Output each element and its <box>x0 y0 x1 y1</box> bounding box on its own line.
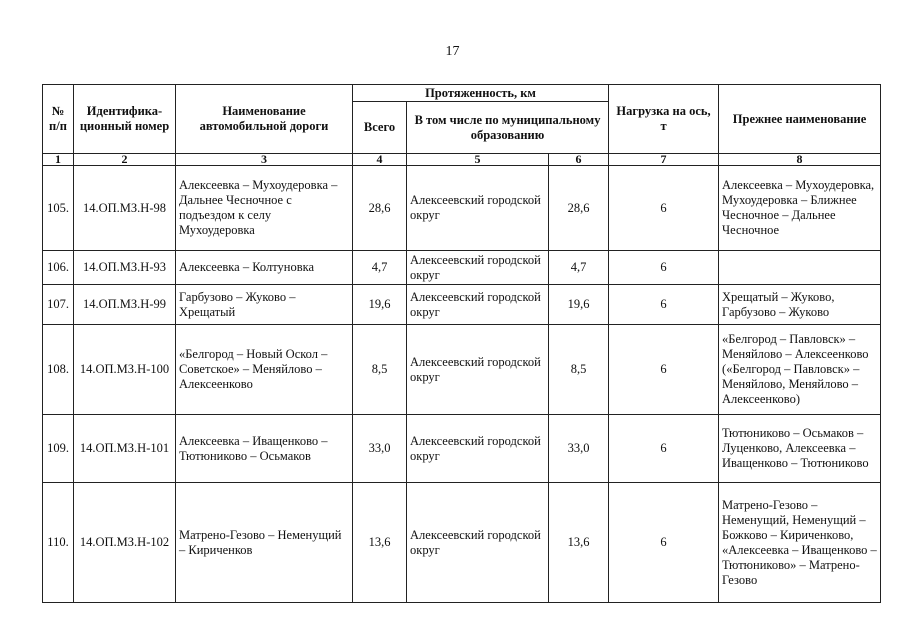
roads-table <box>42 84 881 603</box>
cell-length-total: 33,0 <box>353 415 407 483</box>
cell-axle-load: 6 <box>609 415 719 483</box>
cell-municipality: Алексеевский городской округ <box>407 166 549 251</box>
cell-row-number: 106. <box>43 251 74 285</box>
col-number: 3 <box>176 154 353 166</box>
cell-municipality: Алексеевский городской округ <box>407 483 549 603</box>
header-total: Всего <box>353 102 407 154</box>
cell-row-number: 105. <box>43 166 74 251</box>
cell-length-municipal: 33,0 <box>549 415 609 483</box>
table-row <box>43 483 881 603</box>
table-row <box>43 415 881 483</box>
cell-length-municipal: 13,6 <box>549 483 609 603</box>
col-number: 7 <box>609 154 719 166</box>
cell-road-id: 14.ОП.МЗ.Н-101 <box>74 415 176 483</box>
col-number: 6 <box>549 154 609 166</box>
table-row <box>43 166 881 251</box>
cell-municipality: Алексеевский городской округ <box>407 415 549 483</box>
cell-road-name: Матрено-Гезово – Неменущий – Кириченков <box>176 483 353 603</box>
cell-length-total: 28,6 <box>353 166 407 251</box>
cell-axle-load: 6 <box>609 483 719 603</box>
table-row <box>43 325 881 415</box>
cell-road-name: Гарбузово – Жуково – Хрещатый <box>176 285 353 325</box>
cell-road-name: Алексеевка – Колтуновка <box>176 251 353 285</box>
cell-axle-load: 6 <box>609 325 719 415</box>
cell-road-id: 14.ОП.МЗ.Н-102 <box>74 483 176 603</box>
cell-previous-name: Хрещатый – Жуково, Гарбузово – Жуково <box>719 285 881 325</box>
cell-length-municipal: 28,6 <box>549 166 609 251</box>
cell-road-id: 14.ОП.МЗ.Н-93 <box>74 251 176 285</box>
cell-municipality: Алексеевский городской округ <box>407 251 549 285</box>
header-length-group: Протяженность, км <box>353 85 609 102</box>
table-row <box>43 251 881 285</box>
cell-length-total: 4,7 <box>353 251 407 285</box>
header-name: Наименование автомобильной дороги <box>176 85 353 154</box>
cell-length-total: 8,5 <box>353 325 407 415</box>
cell-municipality: Алексеевский городской округ <box>407 285 549 325</box>
cell-axle-load: 6 <box>609 251 719 285</box>
cell-road-name: «Белгород – Новый Оскол – Советское» – Меняйлово – Алексеенково <box>176 325 353 415</box>
col-number: 5 <box>407 154 549 166</box>
cell-municipality: Алексеевский городской округ <box>407 325 549 415</box>
cell-length-municipal: 19,6 <box>549 285 609 325</box>
cell-length-total: 13,6 <box>353 483 407 603</box>
cell-length-municipal: 8,5 <box>549 325 609 415</box>
cell-road-id: 14.ОП.МЗ.Н-100 <box>74 325 176 415</box>
cell-road-id: 14.ОП.МЗ.Н-98 <box>74 166 176 251</box>
header-load: Нагрузка на ось, т <box>609 85 719 154</box>
cell-axle-load: 6 <box>609 285 719 325</box>
col-number: 4 <box>353 154 407 166</box>
cell-previous-name: Алексеевка – Мухоудеровка, Мухоудеровка – Ближнее Чесночное – Дальнее Чесночное <box>719 166 881 251</box>
col-number: 2 <box>74 154 176 166</box>
cell-length-total: 19,6 <box>353 285 407 325</box>
cell-length-municipal: 4,7 <box>549 251 609 285</box>
cell-row-number: 107. <box>43 285 74 325</box>
header-prev: Прежнее наименование <box>719 85 881 154</box>
cell-row-number: 110. <box>43 483 74 603</box>
cell-road-id: 14.ОП.МЗ.Н-99 <box>74 285 176 325</box>
cell-previous-name: Матрено-Гезово – Неменущий, Неменущий – Божково – Кириченково, «Алексеевка – Иващенково – Тютюниково» – Матрено-Гезово <box>719 483 881 603</box>
page-number: 17 <box>445 44 460 59</box>
col-number: 1 <box>43 154 74 166</box>
column-numbers-row <box>43 154 881 166</box>
header-num: № п/п <box>43 85 74 154</box>
cell-previous-name <box>719 251 881 285</box>
cell-previous-name: Тютюниково – Осьмаков – Луценково, Алексеевка – Иващенково – Тютюниково <box>719 415 881 483</box>
col-number: 8 <box>719 154 881 166</box>
header-incl: В том числе по муниципальному образованию <box>407 102 609 154</box>
cell-row-number: 109. <box>43 415 74 483</box>
cell-axle-load: 6 <box>609 166 719 251</box>
cell-road-name: Алексеевка – Мухоудеровка – Дальнее Чесночное с подъездом к селу Мухоудеровка <box>176 166 353 251</box>
cell-previous-name: «Белгород – Павловск» – Меняйлово – Алексеенково («Белгород – Павловск» – Меняйлово, Меняйлово – Алексеенково) <box>719 325 881 415</box>
cell-road-name: Алексеевка – Иващенково – Тютюниково – Осьмаков <box>176 415 353 483</box>
cell-row-number: 108. <box>43 325 74 415</box>
header-id: Идентифика-ционный номер <box>74 85 176 154</box>
table-row <box>43 285 881 325</box>
